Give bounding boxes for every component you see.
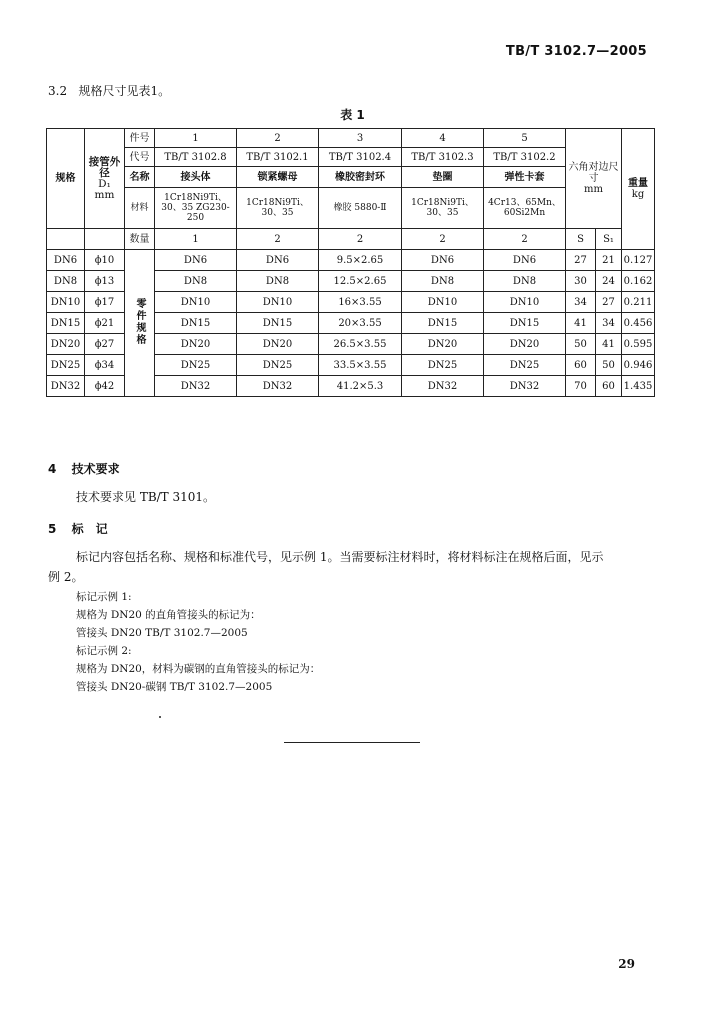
s-cell: 34 xyxy=(566,292,596,313)
part-no-cell: 5 xyxy=(484,129,566,148)
s1-header: S₁ xyxy=(596,229,622,250)
part1-cell: DN10 xyxy=(155,292,237,313)
part4-cell: DN15 xyxy=(402,313,484,334)
header-row-part-no xyxy=(47,129,655,148)
section-4-text: 技术要求见 TB/T 3101。 xyxy=(76,490,216,504)
section-title: 标 记 xyxy=(71,522,108,536)
part4-cell: DN32 xyxy=(402,376,484,397)
part1-cell: DN20 xyxy=(155,334,237,355)
part3-cell: 20×3.55 xyxy=(319,313,402,334)
part3-cell: 26.5×3.55 xyxy=(319,334,402,355)
part2-cell: DN15 xyxy=(237,313,319,334)
example-2-mark: 管接头 DN20-碳钢 TB/T 3102.7—2005 xyxy=(76,681,273,693)
pipe-od-symbol: D₁ xyxy=(98,177,111,190)
part3-cell: 41.2×5.3 xyxy=(319,376,402,397)
stray-dot xyxy=(159,716,161,718)
table-row xyxy=(47,250,655,271)
pipe-od-label: 接管外径 xyxy=(88,155,121,179)
header-row-code xyxy=(47,148,655,167)
part2-cell: DN25 xyxy=(237,355,319,376)
part5-cell: DN20 xyxy=(484,334,566,355)
section-3-2 xyxy=(48,82,170,99)
hex-size-header xyxy=(566,129,622,229)
part4-cell: DN6 xyxy=(402,250,484,271)
od-cell: ϕ27 xyxy=(85,334,125,355)
part1-cell: DN6 xyxy=(155,250,237,271)
part5-cell: DN8 xyxy=(484,271,566,292)
section-5-paragraph-cont: 例 2。 xyxy=(48,570,84,584)
part5-cell: DN6 xyxy=(484,250,566,271)
spec-cell: DN15 xyxy=(47,313,85,334)
weight-cell: 1.435 xyxy=(622,376,655,397)
part2-cell: DN20 xyxy=(237,334,319,355)
s-cell: 41 xyxy=(566,313,596,334)
example-1-label: 标记示例 1: xyxy=(76,591,132,603)
code-cell: TB/T 3102.2 xyxy=(484,148,566,167)
s1-cell: 27 xyxy=(596,292,622,313)
part3-cell: 33.5×3.55 xyxy=(319,355,402,376)
part-no-cell: 4 xyxy=(402,129,484,148)
part4-cell: DN20 xyxy=(402,334,484,355)
quantity-cell: 2 xyxy=(319,229,402,250)
section-number: 4 xyxy=(48,462,57,476)
pipe-od-unit: mm xyxy=(94,188,115,201)
part4-cell: DN10 xyxy=(402,292,484,313)
spec-header: 规格 xyxy=(47,129,85,229)
s1-cell: 21 xyxy=(596,250,622,271)
part2-cell: DN6 xyxy=(237,250,319,271)
example-2-label: 标记示例 2: xyxy=(76,645,132,657)
spec-cell: DN32 xyxy=(47,376,85,397)
example-1-desc: 规格为 DN20 的直角管接头的标记为： xyxy=(76,609,261,621)
end-rule xyxy=(284,742,420,743)
code-cell: TB/T 3102.1 xyxy=(237,148,319,167)
part1-cell: DN15 xyxy=(155,313,237,334)
od-cell: ϕ34 xyxy=(85,355,125,376)
material-cell: 1Cr18Ni9Ti、30、35 xyxy=(237,188,319,229)
name-cell: 弹性卡套 xyxy=(484,167,566,188)
part2-cell: DN32 xyxy=(237,376,319,397)
name-cell: 橡胶密封环 xyxy=(319,167,402,188)
weight-cell: 0.211 xyxy=(622,292,655,313)
spec-table xyxy=(46,128,655,397)
section-number: 3.2 xyxy=(48,84,68,98)
material-cell: 1Cr18Ni9Ti、30、35 xyxy=(402,188,484,229)
part4-cell: DN25 xyxy=(402,355,484,376)
spec-cell: DN8 xyxy=(47,271,85,292)
s1-cell: 34 xyxy=(596,313,622,334)
quantity-cell: 1 xyxy=(155,229,237,250)
hex-size-label: 六角对边尺寸 xyxy=(568,162,619,184)
section-text: 规格尺寸见表1。 xyxy=(78,84,171,98)
weight-cell: 0.127 xyxy=(622,250,655,271)
example-1-mark: 管接头 DN20 TB/T 3102.7—2005 xyxy=(76,627,248,639)
code-cell: TB/T 3102.3 xyxy=(402,148,484,167)
part1-cell: DN25 xyxy=(155,355,237,376)
s-cell: 30 xyxy=(566,271,596,292)
material-cell: 1Cr18Ni9Ti、30、35 ZG230-250 xyxy=(155,188,237,229)
weight-unit: kg xyxy=(631,189,645,200)
part4-cell: DN8 xyxy=(402,271,484,292)
pipe-od-header xyxy=(85,129,125,229)
od-cell: ϕ42 xyxy=(85,376,125,397)
blank-cell xyxy=(47,229,85,250)
material-label: 材料 xyxy=(125,188,155,229)
section-5-paragraph: 标记内容包括名称、规格和标准代号，见示例 1。当需要标注材料时，将材料标注在规格后面，见示 xyxy=(76,550,604,564)
weight-cell: 0.162 xyxy=(622,271,655,292)
weight-label: 重量 xyxy=(628,178,648,189)
part1-cell: DN8 xyxy=(155,271,237,292)
od-cell: ϕ10 xyxy=(85,250,125,271)
s1-cell: 60 xyxy=(596,376,622,397)
s-cell: 27 xyxy=(566,250,596,271)
header-row-name xyxy=(47,167,655,188)
code-cell: TB/T 3102.8 xyxy=(155,148,237,167)
spec-cell: DN6 xyxy=(47,250,85,271)
section-title: 技术要求 xyxy=(71,462,120,476)
s1-cell: 24 xyxy=(596,271,622,292)
spec-cell: DN10 xyxy=(47,292,85,313)
s-cell: 70 xyxy=(566,376,596,397)
s-cell: 50 xyxy=(566,334,596,355)
s1-cell: 41 xyxy=(596,334,622,355)
s-cell: 60 xyxy=(566,355,596,376)
header-row-material xyxy=(47,188,655,229)
part-no-cell: 3 xyxy=(319,129,402,148)
page-number: 29 xyxy=(618,957,635,971)
od-cell: ϕ21 xyxy=(85,313,125,334)
code-label: 代号 xyxy=(125,148,155,167)
part2-cell: DN10 xyxy=(237,292,319,313)
spec-cell: DN20 xyxy=(47,334,85,355)
code-cell: TB/T 3102.4 xyxy=(319,148,402,167)
section-5-heading xyxy=(48,518,108,537)
part5-cell: DN32 xyxy=(484,376,566,397)
name-label: 名称 xyxy=(125,167,155,188)
name-cell: 接头体 xyxy=(155,167,237,188)
weight-cell: 0.946 xyxy=(622,355,655,376)
spec-cell: DN25 xyxy=(47,355,85,376)
part1-cell: DN32 xyxy=(155,376,237,397)
quantity-cell: 2 xyxy=(402,229,484,250)
hex-size-unit: mm xyxy=(584,184,603,195)
section-number: 5 xyxy=(48,522,57,536)
s1-cell: 50 xyxy=(596,355,622,376)
part-no-cell: 1 xyxy=(155,129,237,148)
part5-cell: DN10 xyxy=(484,292,566,313)
name-cell: 垫圈 xyxy=(402,167,484,188)
name-cell: 锁紧螺母 xyxy=(237,167,319,188)
header-row-quantity xyxy=(47,229,655,250)
section-4-heading xyxy=(48,458,120,477)
part-spec-label: 零件规格 xyxy=(125,250,155,397)
table-caption: 表 1 xyxy=(340,108,365,122)
part2-cell: DN8 xyxy=(237,271,319,292)
part3-cell: 16×3.55 xyxy=(319,292,402,313)
standard-code-header: TB/T 3102.7—2005 xyxy=(505,44,647,59)
quantity-label: 数量 xyxy=(125,229,155,250)
part5-cell: DN25 xyxy=(484,355,566,376)
od-cell: ϕ13 xyxy=(85,271,125,292)
blank-cell xyxy=(85,229,125,250)
weight-cell: 0.595 xyxy=(622,334,655,355)
part3-cell: 9.5×2.65 xyxy=(319,250,402,271)
part-no-label: 件号 xyxy=(125,129,155,148)
part-no-cell: 2 xyxy=(237,129,319,148)
s-header: S xyxy=(566,229,596,250)
quantity-cell: 2 xyxy=(484,229,566,250)
material-cell: 4Cr13、65Mn、60Si2Mn xyxy=(484,188,566,229)
part3-cell: 12.5×2.65 xyxy=(319,271,402,292)
quantity-cell: 2 xyxy=(237,229,319,250)
od-cell: ϕ17 xyxy=(85,292,125,313)
weight-cell: 0.456 xyxy=(622,313,655,334)
material-cell: 橡胶 5880-Ⅱ xyxy=(319,188,402,229)
example-2-desc: 规格为 DN20，材料为碳钢的直角管接头的标记为： xyxy=(76,663,321,675)
weight-header xyxy=(622,129,655,250)
part5-cell: DN15 xyxy=(484,313,566,334)
